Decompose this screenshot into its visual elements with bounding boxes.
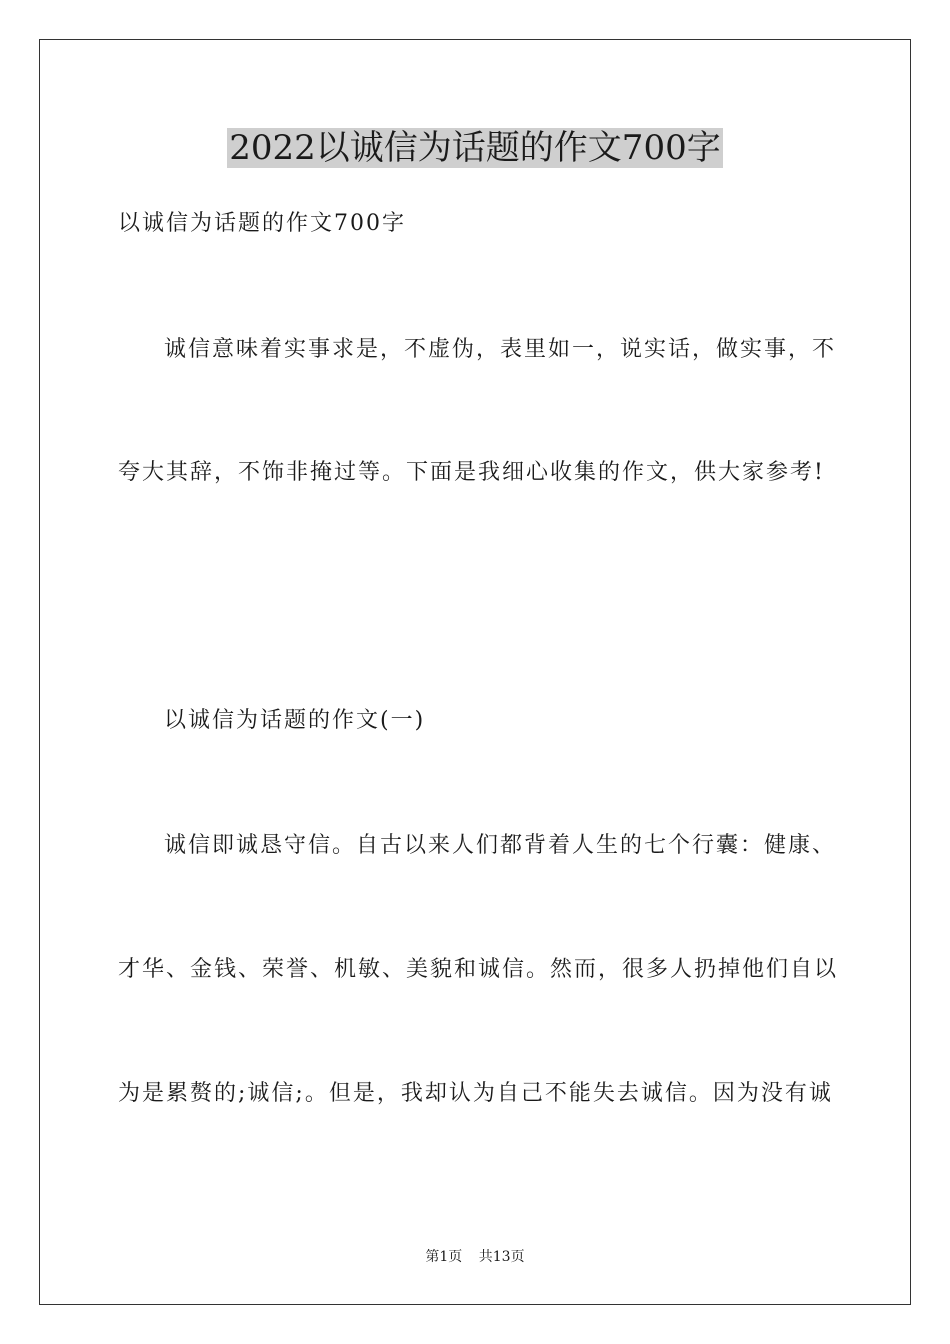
page-total: 共13页 bbox=[478, 1249, 525, 1265]
paragraph-line: 夸大其辞，不饰非掩过等。下面是我细心收集的作文，供大家参考! bbox=[118, 460, 825, 485]
title-text: 2022以诚信为话题的作文700字 bbox=[229, 128, 721, 168]
paragraph-line: 才华、金钱、荣誉、机敏、美貌和诚信。然而，很多人扔掉他们自以 bbox=[118, 957, 839, 982]
paragraph-line: 为是累赘的;诚信;。但是，我却认为自己不能失去诚信。因为没有诚 bbox=[118, 1081, 833, 1106]
paragraph-line: 诚信即诚恳守信。自古以来人们都背着人生的七个行囊：健康、 bbox=[164, 833, 837, 858]
subtitle: 以诚信为话题的作文700字 bbox=[118, 211, 406, 236]
page-footer bbox=[0, 1247, 950, 1267]
paragraph-line: 诚信意味着实事求是，不虚伪，表里如一，说实话，做实事，不 bbox=[164, 337, 837, 362]
page-number: 第1页 bbox=[425, 1249, 463, 1265]
document-title bbox=[0, 126, 950, 170]
section-heading: 以诚信为话题的作文(一) bbox=[164, 708, 426, 733]
